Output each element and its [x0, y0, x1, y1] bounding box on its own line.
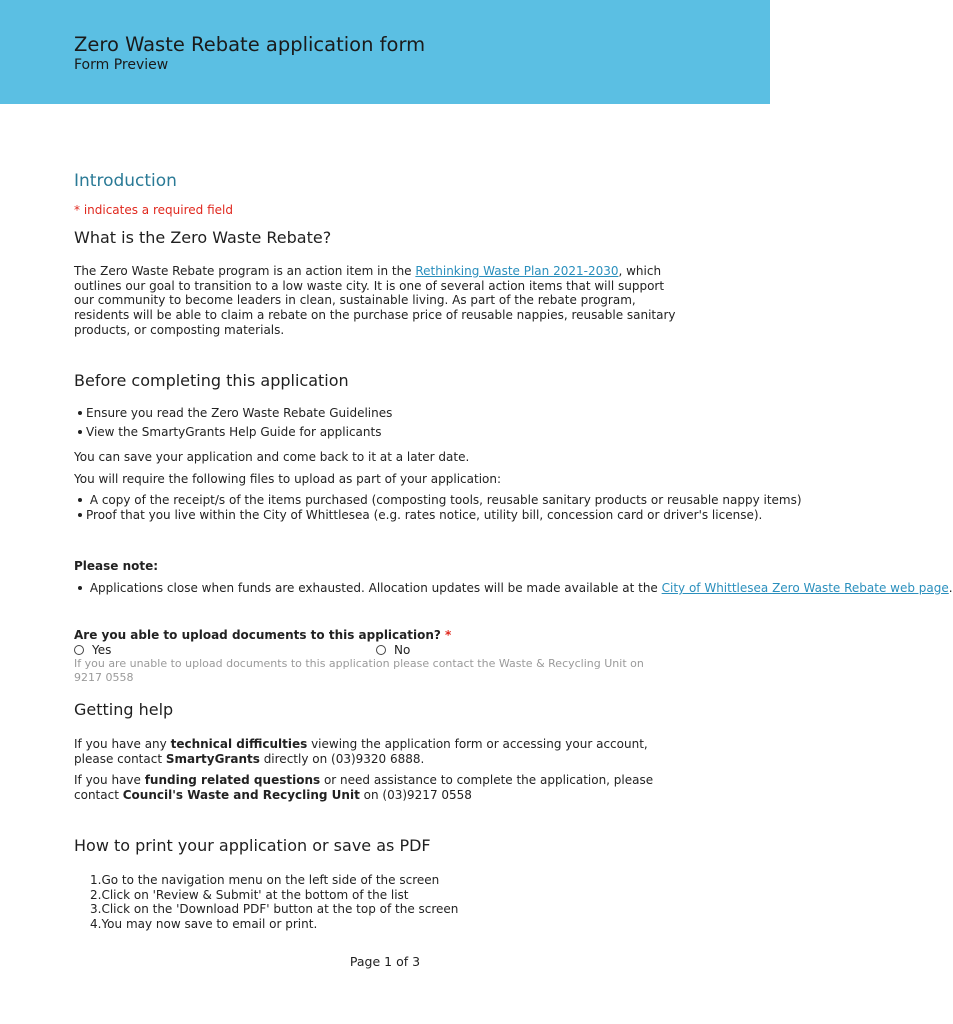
upload-question-label [74, 628, 451, 642]
text-bold: Council's Waste and Recycling Unit [122, 787, 360, 802]
bullet-icon [78, 430, 82, 434]
help-paragraph-1 [74, 737, 684, 766]
help-paragraph-2 [74, 773, 684, 802]
what-paragraph [74, 264, 684, 338]
form-subtitle: Form Preview [74, 57, 169, 73]
text: on (03)9217 0558 [359, 787, 472, 802]
bullet-text-end: . [948, 581, 953, 595]
before-heading: Before completing this application [74, 371, 349, 390]
required-note: * indicates a required field [74, 203, 233, 217]
page-number: Page 1 of 3 [349, 954, 421, 969]
radio-button[interactable] [74, 645, 84, 655]
bullet-icon [78, 586, 82, 590]
page-header [0, 0, 770, 104]
required-star: * [445, 628, 452, 642]
radio-label: No [394, 643, 411, 657]
radio-option-no[interactable] [376, 643, 410, 657]
text: If you have any [74, 737, 171, 751]
list-item [74, 581, 953, 596]
question-text: Are you able to upload documents to this application? [74, 628, 441, 642]
list-item [74, 406, 684, 421]
form-title: Zero Waste Rebate application form [74, 33, 426, 56]
radio-button[interactable] [376, 645, 386, 655]
bullet-icon [78, 411, 82, 415]
list-item: 2.Click on 'Review & Submit' at the bottom of the list [90, 887, 409, 902]
bullet-text: A copy of the receipt/s of the items purchased (composting tools, reusable sanitary products or reusable nappy items) [86, 493, 802, 507]
save-text: You can save your application and come back to it at a later date. [74, 450, 470, 464]
file-bullets [74, 493, 802, 522]
intro-heading: Introduction [74, 171, 177, 191]
zero-waste-rebate-web-page-link[interactable]: City of Whittlesea Zero Waste Rebate web page [661, 581, 949, 595]
text-bold: funding related questions [144, 773, 321, 787]
list-item [74, 493, 802, 508]
list-item: 3.Click on the 'Download PDF' button at the top of the screen [90, 902, 459, 917]
what-text-b: , which outlines our goal to transition to a low waste city. It is one of several action items that will support our community to become leaders in clean, sustainable living. As part of the rebate program, residents will be able to claim a rebate on the purchase price of reusable nappies, reusable sanitary products, or composting materials. [74, 264, 676, 337]
note-bullets [74, 581, 953, 596]
list-item [74, 507, 763, 523]
list-item: 4.You may now save to email or print. [90, 916, 318, 931]
files-text: You will require the following files to upload as part of your application: [74, 472, 502, 486]
bullet-icon [78, 498, 82, 502]
what-heading: What is the Zero Waste Rebate? [74, 228, 332, 247]
rethinking-waste-plan-link[interactable]: Rethinking Waste Plan 2021-2030 [415, 264, 619, 278]
before-bullets [74, 406, 684, 439]
text-bold: technical difficulties [170, 737, 308, 751]
bullet-text: Applications close when funds are exhausted. Allocation updates will be made available at the [86, 581, 662, 595]
bullet-icon [78, 513, 82, 517]
text: or need assistance to complete the application, please contact [74, 773, 654, 802]
text: directly on (03)9320 6888. [259, 751, 425, 766]
list-item [74, 425, 684, 440]
print-heading: How to print your application or save as PDF [74, 836, 431, 855]
upload-help-text: If you are unable to upload documents to this application please contact the Waste & Recycling Unit on 9217 0558 [74, 657, 644, 684]
text: If you have [74, 773, 145, 787]
text-bold: SmartyGrants [165, 751, 260, 766]
bullet-text: Proof that you live within the City of Whittlesea (e.g. rates notice, utility bill, concession card or driver's license). [86, 507, 763, 522]
bullet-text: Ensure you read the Zero Waste Rebate Guidelines [86, 406, 393, 420]
radio-label: Yes [92, 643, 112, 657]
please-note-label: Please note: [74, 559, 159, 573]
radio-option-yes[interactable] [74, 643, 111, 657]
bullet-text: View the SmartyGrants Help Guide for applicants [86, 424, 382, 439]
text: viewing the application form or accessing your account, please contact [74, 737, 648, 766]
list-item: 1.Go to the navigation menu on the left side of the screen [90, 873, 440, 887]
what-text-a: The Zero Waste Rebate program is an action item in the [74, 264, 416, 278]
help-heading: Getting help [74, 700, 174, 719]
print-steps [90, 873, 458, 931]
